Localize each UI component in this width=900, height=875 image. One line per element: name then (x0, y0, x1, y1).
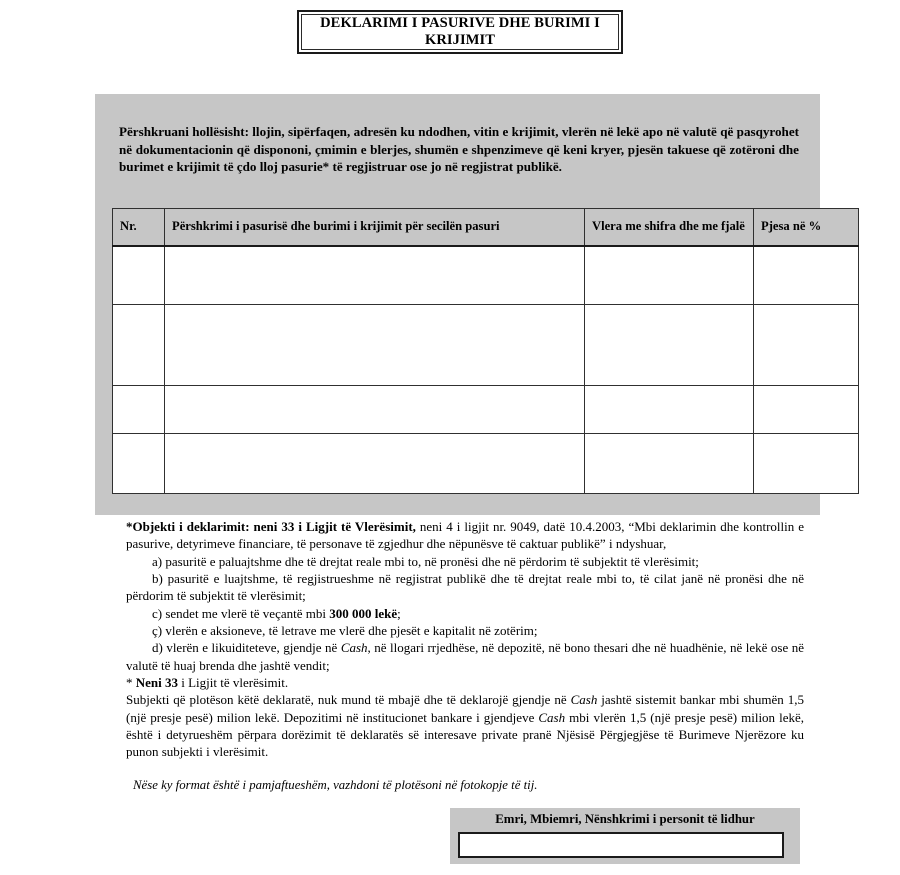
declaration-panel (95, 94, 820, 515)
footnote-objekti (126, 518, 804, 553)
footnote-item-c-pre: c) sendet me vlerë të veçantë mbi (152, 605, 330, 621)
footnote-item-cq: ç) vlerën e aksioneve, të letrave me vlerë dhe pjesët e kapitalit në zotërim; (152, 623, 538, 639)
cell-description[interactable] (165, 305, 585, 386)
column-header-description: Përshkrimi i pasurisë dhe burimi i krijimit për secilën pasuri (165, 209, 585, 247)
footnote-subjekti-cash-2: Cash (538, 709, 566, 725)
signature-label: Emri, Mbiemri, Nënshkrimi i personit të lidhur (495, 812, 755, 826)
document-title-box (297, 10, 623, 54)
cell-nr[interactable] (113, 386, 165, 434)
cell-percent[interactable] (754, 434, 859, 494)
cell-nr[interactable] (113, 305, 165, 386)
cell-value[interactable] (585, 246, 754, 305)
footnote-neni-post: i Ligjit të vlerësimit. (178, 675, 289, 691)
table-body (113, 246, 859, 494)
page-title: DEKLARIMI I PASURIVE DHE BURIMI I KRIJIMIT (320, 15, 600, 48)
cell-percent[interactable] (754, 305, 859, 386)
footnote-item-b: b) pasuritë e luajtshme, të regjistrueshme në regjistrat publikë dhe të drejtat reale mbi to, të cilat janë në pronësi dhe në përdorim të subjektit të vlerësimit; (126, 571, 804, 604)
table-row[interactable] (113, 305, 859, 386)
footnote-subjekti-p2: jashtë sistemit bankar mbi shumën 1,5 (një presje pesë) milion lekë. Depozitimi në institucionet bankare i gjendjeve (126, 692, 804, 725)
cell-nr[interactable] (113, 434, 165, 494)
footnote-item-d-pre: d) vlerën e likuiditeteve, gjendje në (152, 640, 341, 656)
photocopy-note: Nëse ky format është i pamjaftueshëm, vazhdoni të plotësoni në fotokopje të tij. (133, 778, 538, 792)
table-header-row (113, 209, 859, 247)
footnote-neni (126, 674, 804, 691)
assets-declaration-table (112, 208, 859, 494)
footnote-subjekti-cash-1: Cash (570, 692, 598, 708)
cell-value[interactable] (585, 434, 754, 494)
footnotes-section (126, 518, 804, 761)
footnote-item-c-amount: 300 000 lekë (329, 605, 398, 621)
column-header-nr: Nr. (113, 209, 165, 247)
footnote-subjekti-p1: Subjekti që plotëson këtë deklaratë, nuk mund të mbajë dhe të deklarojë gjendje në (126, 692, 571, 708)
footnote-item-d (126, 639, 804, 674)
footnote-neni-bold: Neni 33 (135, 675, 178, 691)
cell-percent[interactable] (754, 386, 859, 434)
footnote-item-d-cash: Cash (340, 640, 368, 656)
footnote-neni-pre: * (126, 675, 136, 691)
table-row[interactable] (113, 434, 859, 494)
cell-value[interactable] (585, 305, 754, 386)
document-title-box-inner (301, 14, 619, 50)
footnote-item-c (126, 605, 804, 622)
footnote-objekti-rest: neni 4 i ligjit nr. 9049, datë 10.4.2003, “Mbi deklarimin dhe kontrollin e pasurive, detyrimeve financiare, të personave të zgjedhur dhe nëpunësve të caktuar publikë” i ndyshuar, (126, 519, 805, 552)
table-row[interactable] (113, 246, 859, 305)
footnote-objekti-bold: *Objekti i deklarimit: neni 33 i Ligjit të Vlerësimit, (126, 519, 416, 534)
footnote-item-a: a) pasuritë e paluajtshme dhe të drejtat reale mbi to, në pronësi dhe në përdorim të subjektit të vlerësimit; (152, 553, 699, 569)
cell-description[interactable] (165, 386, 585, 434)
signature-panel (450, 808, 800, 864)
table-row[interactable] (113, 386, 859, 434)
footnote-item-c-post: ; (397, 605, 401, 621)
cell-description[interactable] (165, 434, 585, 494)
instructions-paragraph: Përshkruani hollësisht: llojin, sipërfaqen, adresën ku ndodhen, vitin e krijimit, vlerën në lekë apo në valutë që pasqyrohet në dokumentacionin që dispononi, çmimin e blerjes, shumën e shpenzimeve që keni kryer, pjesën takuese që zotëroni dhe burimet e krijimit të çdo lloj pasurie* të regjistruar ose jo në regjistrat publikë. (119, 124, 799, 175)
cell-nr[interactable] (113, 246, 165, 305)
footnote-item-d-post: , në llogari rrjedhëse, në depozitë, në bono thesari dhe në huadhënie, në lekë ose në valutë të huaj brenda dhe jashtë vendit; (126, 640, 804, 673)
cell-percent[interactable] (754, 246, 859, 305)
footnote-subjekti-paragraph (126, 691, 804, 760)
cell-value[interactable] (585, 386, 754, 434)
table-header (113, 209, 859, 247)
column-header-value: Vlera me shifra dhe me fjalë (585, 209, 754, 247)
footnote-subjekti-p3: mbi vlerën 1,5 (një presje pesë) milion lekë, është i detyrueshëm përpara dorëzimit të deklaratës së interesave private pranë Njësisë Përgjegjëse të Burimeve Njerëzore ku punon subjekti i vlerësimit. (126, 709, 805, 760)
column-header-percent: Pjesa në % (754, 209, 859, 247)
signature-input[interactable] (458, 832, 784, 858)
cell-description[interactable] (165, 246, 585, 305)
